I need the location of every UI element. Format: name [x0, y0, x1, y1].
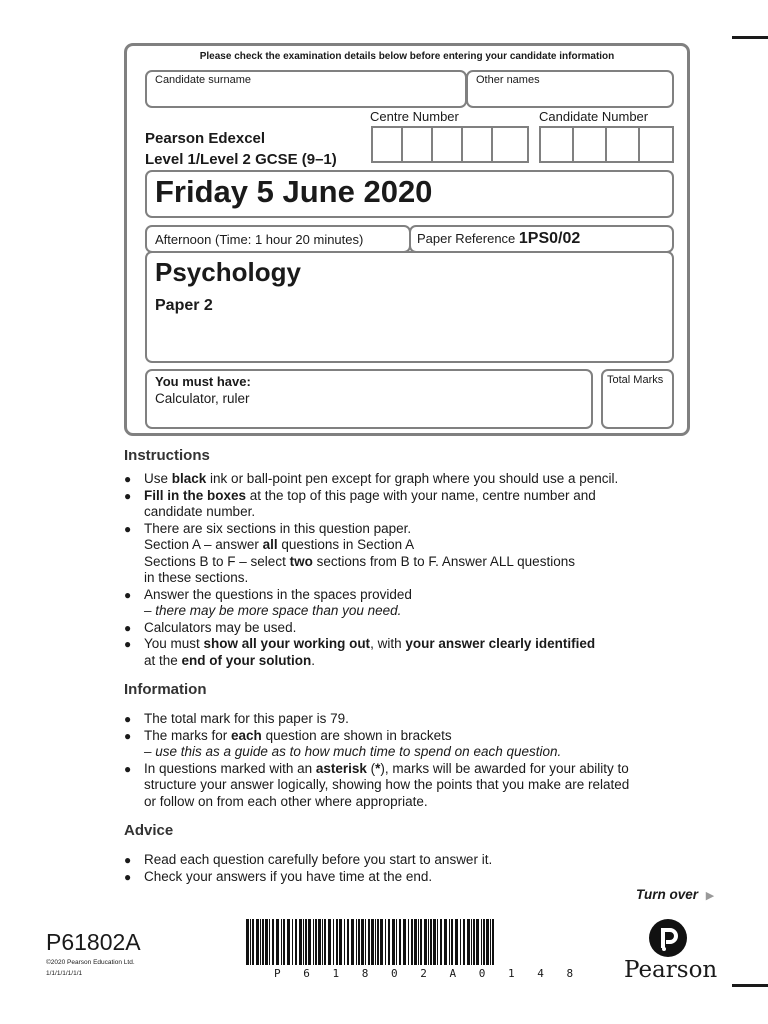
session-box — [145, 225, 411, 253]
barcode-bar — [328, 919, 331, 965]
paper-reference-value: 1PS0/02 — [518, 230, 581, 247]
total-marks-label: Total Marks — [607, 374, 664, 386]
barcode-bar — [444, 919, 447, 965]
centre-digit-box[interactable] — [463, 128, 493, 161]
barcode-bar — [411, 919, 413, 965]
barcode-bar — [252, 919, 254, 965]
barcode-bar — [339, 919, 342, 965]
barcode-bar — [265, 919, 268, 965]
subject-title: Psychology — [155, 257, 301, 287]
centre-digit-box[interactable] — [373, 128, 403, 161]
barcode-bar — [418, 919, 419, 965]
copyright: ©2020 Pearson Education Ltd. — [46, 959, 135, 966]
list-item: ● Fill in the boxes at the top of this page with your name, centre number and candidate number. — [124, 488, 704, 521]
centre-number-label: Centre Number — [370, 109, 459, 124]
barcode-bar — [361, 919, 364, 965]
must-have-items: Calculator, ruler — [155, 391, 250, 406]
barcode-bar — [467, 919, 470, 965]
exam-details-notice: Please check the examination details below before entering your candidate information — [199, 51, 615, 62]
barcode-bar — [347, 919, 349, 965]
barcode-bar — [313, 919, 314, 965]
barcode-bar — [269, 919, 270, 965]
list-item: ● The total mark for this paper is 79. — [124, 711, 704, 728]
paper-reference-label: Paper Reference — [417, 231, 516, 246]
exam-board-name: Pearson Edexcel — [145, 130, 266, 147]
barcode-bar — [368, 919, 370, 965]
candidate-number-boxes[interactable] — [539, 126, 674, 163]
centre-digit-box[interactable] — [493, 128, 523, 161]
barcode-bar — [440, 919, 442, 965]
candidate-digit-box[interactable] — [640, 128, 672, 161]
barcode-bar — [399, 919, 401, 965]
barcode-bar — [283, 919, 285, 965]
barcode-bar — [437, 919, 438, 965]
barcode-bar — [486, 919, 489, 965]
barcode-bar — [380, 919, 383, 965]
pearson-logo-icon — [648, 918, 688, 958]
list-item: ● Calculators may be used. — [124, 620, 704, 637]
registration-mark-bottom — [732, 984, 768, 987]
barcode-bar — [451, 919, 453, 965]
session-time: Afternoon (Time: 1 hour 20 minutes) — [155, 232, 364, 247]
paper-code: P61802A — [46, 929, 141, 955]
barcode-bar — [250, 919, 251, 965]
barcode-bar — [292, 919, 293, 965]
barcode-bar — [430, 919, 432, 965]
barcode-bar — [344, 919, 345, 965]
barcode-bar — [272, 919, 274, 965]
information-heading: Information — [124, 681, 207, 698]
barcode-bar — [433, 919, 436, 965]
barcode-bar — [287, 919, 290, 965]
barcode-bar — [318, 919, 321, 965]
barcode-bar — [303, 919, 304, 965]
barcode-bar — [262, 919, 264, 965]
barcode-text: P 6 1 8 0 2 A 0 1 4 8 — [274, 967, 582, 980]
candidate-number-label: Candidate Number — [539, 109, 649, 124]
list-item: ● Use black ink or ball-point pen except for graph where you should use a pencil. — [124, 471, 704, 488]
barcode-bar — [358, 919, 360, 965]
barcode-bar — [396, 919, 397, 965]
centre-digit-box[interactable] — [433, 128, 463, 161]
barcode-bar — [392, 919, 395, 965]
total-marks-box[interactable] — [601, 369, 674, 429]
centre-digit-box[interactable] — [403, 128, 433, 161]
paper-reference-box — [409, 225, 674, 253]
paper-reference — [417, 230, 580, 248]
registration-mark-top — [732, 36, 768, 39]
barcode-bar — [492, 919, 494, 965]
barcode-bar — [305, 919, 307, 965]
list-item: ● In questions marked with an asterisk (*), marks will be awarded for your ability to structure your answer logically, showing how the points that you make are related or follow on from each other where appropriate. — [124, 761, 704, 811]
barcode-bar — [471, 919, 472, 965]
barcode-bar — [428, 919, 429, 965]
must-have-box — [145, 369, 593, 429]
barcode-bar — [385, 919, 386, 965]
pearson-wordmark: Pearson — [624, 957, 718, 983]
list-item: ● The marks for each question are shown in brackets – use this as a guide as to how much time to spend on each question. — [124, 728, 704, 761]
barcode-bar — [371, 919, 374, 965]
barcode-bar — [351, 919, 354, 965]
list-item: ● Check your answers if you have time at the end. — [124, 869, 704, 886]
instructions-heading: Instructions — [124, 447, 210, 464]
turn-over-label: Turn over — [636, 887, 699, 902]
candidate-digit-box[interactable] — [541, 128, 574, 161]
barcode-bar — [449, 919, 450, 965]
barcode-bar — [295, 919, 297, 965]
barcode-bar — [308, 919, 311, 965]
barcode-bar — [315, 919, 317, 965]
exam-date-box — [145, 170, 674, 218]
turn-over — [636, 887, 714, 902]
exam-date: Friday 5 June 2020 — [155, 174, 433, 209]
barcode-bar — [388, 919, 390, 965]
barcode-bar — [324, 919, 326, 965]
paper-number: Paper 2 — [155, 297, 213, 314]
candidate-surname-field[interactable] — [145, 70, 467, 108]
subject-box — [145, 251, 674, 363]
candidate-digit-box[interactable] — [574, 128, 607, 161]
must-have-label: You must have: — [155, 374, 251, 389]
list-item: ● You must show all your working out, with your answer clearly identified at the end of your solution. — [124, 636, 704, 669]
information-list — [124, 711, 704, 810]
barcode-bar — [246, 919, 249, 965]
barcode-bar — [299, 919, 302, 965]
barcode-bar — [481, 919, 482, 965]
candidate-digit-box[interactable] — [607, 128, 640, 161]
qualification-level: Level 1/Level 2 GCSE (9–1) — [145, 151, 337, 168]
barcode-bar — [365, 919, 366, 965]
centre-number-boxes[interactable] — [371, 126, 529, 163]
list-item: ● Answer the questions in the spaces provided – there may be more space than you need. — [124, 587, 704, 620]
barcode-bar — [483, 919, 485, 965]
play-triangle-icon: ▶ — [705, 890, 715, 902]
other-names-field[interactable] — [466, 70, 674, 108]
barcode-bar — [420, 919, 422, 965]
barcode-bar — [260, 919, 261, 965]
barcode-bar — [424, 919, 427, 965]
barcode-bar — [356, 919, 357, 965]
instructions-list — [124, 471, 704, 669]
list-item: ● Read each question carefully before you start to answer it. — [124, 852, 704, 869]
barcode-bar — [281, 919, 282, 965]
barcode-bar — [276, 919, 279, 965]
list-item: ● There are six sections in this question paper. Section A – answer all questions in Section A Sections B to F – select two sections from B to F. Answer ALL questions in these sections. — [124, 521, 704, 587]
barcode-bar — [377, 919, 379, 965]
barcode-bar — [490, 919, 491, 965]
exam-board — [145, 128, 337, 170]
advice-heading: Advice — [124, 822, 174, 839]
barcode-bar — [403, 919, 406, 965]
barcode-bar — [375, 919, 376, 965]
barcode-bar — [256, 919, 259, 965]
barcode-bar — [460, 919, 461, 965]
candidate-surname-label: Candidate surname — [155, 74, 252, 86]
barcode-bar — [476, 919, 479, 965]
barcode-bar — [333, 919, 334, 965]
candidate-info-panel — [124, 43, 690, 436]
barcode-bar — [455, 919, 458, 965]
barcode-bar — [408, 919, 409, 965]
barcode — [244, 919, 498, 971]
barcode-bar — [463, 919, 465, 965]
advice-list — [124, 852, 704, 885]
print-code: 1/1/1/1/1/1/1 — [46, 970, 83, 977]
other-names-label: Other names — [476, 74, 540, 86]
barcode-bar — [473, 919, 475, 965]
barcode-bar — [322, 919, 323, 965]
barcode-bar — [336, 919, 338, 965]
barcode-bar — [414, 919, 417, 965]
